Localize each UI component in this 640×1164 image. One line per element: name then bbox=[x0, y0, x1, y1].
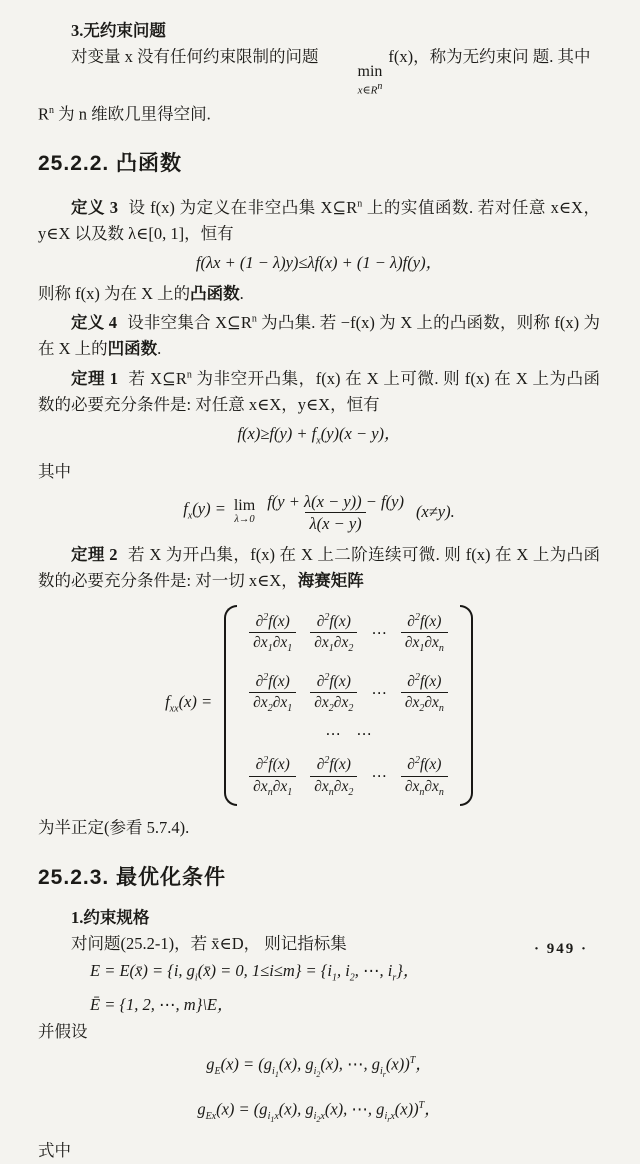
matrix-cell: $\frac{\partial^2f(x)}{\partial x_2\partial x_n}$ bbox=[401, 668, 448, 719]
section-heading-convex-functions: 25.2.2. 凸函数 bbox=[38, 152, 183, 176]
where-label-2: 式中 bbox=[38, 1140, 71, 1160]
right-parenthesis bbox=[460, 605, 473, 806]
text-run: f(x)，称为无约束问 题. 其中 bbox=[388, 47, 591, 66]
semidefinite-conclusion: 为半正定(参看 5.7.4). bbox=[38, 817, 190, 837]
item-title-constraint-qualification: 1.约束规格 bbox=[71, 907, 150, 927]
matrix-cell: $\frac{\partial^2f(x)}{\partial x_n\partial x_n}$ bbox=[401, 751, 448, 802]
formula-convexity-inequality: f(λx + (1 − λ)y)≤λf(x) + (1 − λ)f(y)， bbox=[195, 252, 443, 272]
matrix-cell: $\frac{\partial^2f(x)}{\partial x_1\partial x_n}$ bbox=[401, 608, 448, 659]
fraction-denominator: λ(x − y) bbox=[305, 512, 365, 534]
definition-4 bbox=[38, 307, 600, 363]
item-title-unconstrained-problem: 3.无约束问题 bbox=[71, 21, 166, 40]
min-operator-subscript: $x\in R^n$ bbox=[357, 81, 383, 97]
matrix-ellipsis: ⋯ bbox=[371, 684, 387, 702]
theorem-1-text: 若 $X⊆R^n$ 为非空开凸集，f(x) 在 X 上可微. 则 f(x) 在 X 上为凸函数的必要充分条件是: 对任意 x∈X，y∈X，恒有 bbox=[38, 368, 601, 414]
hessian-matrix-grid bbox=[243, 604, 454, 807]
definition-4-text: 设非空集合 $X⊆R^n$ 为凸集. 若 −f(x) 为 X 上的凸函数，则称 f(x) 为在 X 上的凹函数. bbox=[38, 313, 600, 359]
theorem-1-label: 定理 1 bbox=[71, 368, 118, 388]
matrix-cell: $\frac{\partial^2f(x)}{\partial x_2\partial x_1}$ bbox=[249, 668, 296, 719]
matrix-ellipsis-row: ⋯ ⋯ bbox=[325, 726, 372, 744]
definition-3 bbox=[38, 191, 600, 247]
hessian-matrix-equation bbox=[38, 604, 600, 807]
matrix-cell: $\frac{\partial^2f(x)}{\partial x_n\partial x_1}$ bbox=[249, 751, 296, 802]
formula-gEx-jacobian: $g_{Ex}(x) = (g_{i_1x}(x)$, $g_{i_2x}(x)$, ⋯, $g_{i_rx}(x))^T$， bbox=[197, 1099, 441, 1124]
matrix-cell: $\frac{\partial^2f(x)}{\partial x_n\partial x_2}$ bbox=[310, 751, 357, 802]
definition-4-label: 定义 4 bbox=[71, 313, 117, 333]
page-number: · 949 · bbox=[533, 941, 588, 957]
lim-fraction bbox=[263, 491, 408, 534]
definition-3-conclusion: 则称 f(x) 为在 X 上的凸函数. bbox=[38, 283, 244, 303]
theorem-2-label: 定理 2 bbox=[71, 544, 118, 564]
theorem-1 bbox=[38, 362, 600, 418]
matrix-cell: $\frac{\partial^2f(x)}{\partial x_1\partial x_2}$ bbox=[310, 608, 357, 659]
fraction-numerator: f(y + λ(x − y)) − f(y) bbox=[267, 491, 404, 511]
paragraph-unconstrained-definition bbox=[38, 44, 600, 98]
definition-3-label: 定义 3 bbox=[71, 197, 118, 217]
formula-gE-vector: $g_E(x) = (g_{i_1}(x)$, $g_{i_2}(x)$, ⋯, $g_{i_r}(x))^T$， bbox=[206, 1054, 432, 1079]
matrix-ellipsis: ⋯ bbox=[371, 624, 387, 642]
hessian-lhs: $f_{xx}(x)$ = bbox=[165, 691, 213, 714]
min-operator: min bbox=[357, 63, 383, 80]
where-label: 其中 bbox=[38, 461, 71, 481]
section-heading-optimality-conditions: 25.2.3. 最优化条件 bbox=[38, 865, 227, 889]
matrix-cell: $\frac{\partial^2f(x)}{\partial x_1\partial x_1}$ bbox=[249, 608, 296, 659]
formula-gradient-inequality: $f(x)\ge f(y) + f_x(y)(x - y)$， bbox=[237, 423, 401, 446]
formula-index-set-E-bar: Ē = {1, 2, ⋯, m}\E， bbox=[90, 995, 234, 1014]
paragraph-index-set: 对问题(25.2-1)，若 x̄∈D， 则记指标集 bbox=[71, 933, 347, 953]
lim-operator: lim bbox=[233, 497, 256, 515]
theorem-2 bbox=[38, 542, 600, 594]
matrix-ellipsis: ⋯ bbox=[371, 768, 387, 786]
min-operator-stack bbox=[325, 63, 383, 98]
formula-index-set-E: E = E(x̄) = {i, $g_i(x̄) = 0$, $1\le i\le m\} = \{i_1$, $i_2$, ⋯, $i_r$}， bbox=[90, 960, 420, 983]
matrix-cell: $\frac{\partial^2f(x)}{\partial x_2\partial x_2}$ bbox=[310, 668, 357, 719]
lim-condition: (x≠y). bbox=[415, 502, 455, 522]
theorem-2-text: 若 X 为开凸集，f(x) 在 X 上二阶连续可微. 则 f(x) 在 X 上为凸函数的必要充分条件是: 对一切 x∈X，海赛矩阵 bbox=[38, 544, 600, 590]
left-parenthesis bbox=[224, 605, 237, 806]
text-run: 对变量 x 没有任何约束限制的问题 bbox=[71, 47, 319, 66]
lim-lhs: $f_x(y)$ = bbox=[183, 498, 226, 522]
assume-label: 并假设 bbox=[38, 1022, 88, 1041]
formula-directional-derivative bbox=[38, 491, 600, 534]
definition-3-text: 设 f(x) 为定义在非空凸集 $X⊆R^n$ 上的实值函数. 若对任意 x∈X，y∈X 以及数 λ∈[0, 1]，恒有 bbox=[38, 197, 600, 243]
lim-operator-stack bbox=[234, 498, 255, 526]
paragraph-euclidean-space: $R^n$ 为 n 维欧几里得空间. bbox=[38, 104, 211, 124]
lim-subscript: λ→0 bbox=[234, 514, 255, 526]
